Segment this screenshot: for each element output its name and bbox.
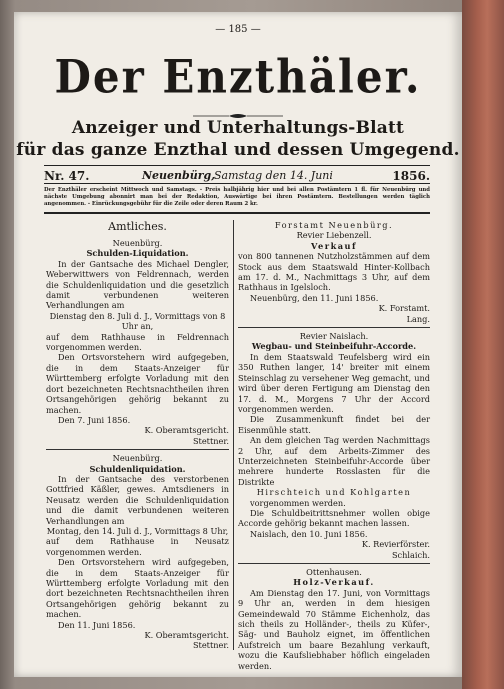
article-head: Forstamt Neuenbürg. [274,220,394,230]
article-paragraph: Den Ortsvorstehern wird aufgegeben, die in dem Staats-Anzeiger für Württemberg erfolgte Vorladung mit den dort bezeichneten Rechtsnachtheilen ihren Ortsangehörigen gehörig bekannt zu machen. [46,352,229,415]
column-divider [233,220,234,650]
issue-date: Samstag den 14. Juni [214,169,333,182]
article-signature: K. Oberamtsgericht. [144,425,229,436]
subscription-notice: Der Enzthäler erscheint Mittwoch und Samstags. - Preis halbjährig hier und bei allen Postämtern 1 fl. für Neuenbürg und nächste Umgebung abonnirt man bei der Redaktion, Auswärtige bei ihren Postämtern. Bestellungen werden täglich angenommen. - Einrückungsgebühr für die Zeile oder deren Raum 2 kr. [44,187,430,207]
article-title: Schuldenliquidation. [89,463,186,474]
article-signature: K. Revierförster. [361,539,430,550]
article-signature-name: Stettner. [192,640,229,651]
article-signature-name: Schlaich. [391,549,430,560]
article-title: Wegbau- und Steinbeifuhr-Accorde. [251,341,417,352]
header-rule-top [44,165,430,166]
article-paragraph: Den Ortsvorstehern wird aufgegeben, die in dem Staats-Anzeiger für Württemberg erfolgte Vorladung mit den dort bezeichneten Rechtsnachtheilen ihren Ortsangehörigen gehörig bekannt zu machen. [46,557,229,620]
article-paragraph: Die Zusammenkunft findet bei der Eisenmühle statt. [238,414,430,435]
article-paragraph: In der Gantsache des verstorbenen Gottfried Käßler, gewes. Amtsdieners in Neusatz werden die Schuldenliquidation und die damit verbundenen weiteren Verhandlungen am [46,473,229,526]
article-signature: K. Forstamt. [378,303,430,314]
article-dated: Den 11. Juni 1856. [58,619,136,630]
article-paragraph: auf dem Rathhause in Neusatz vorgenommen werden. [46,536,229,557]
article-paragraph: An dem gleichen Tag werden Nachmittags 2 Uhr, auf dem Arbeits-Zimmer des Unterzeichneten Steinbeifuhr-Accorde über mehrere hunderte Rosslasten für die Distrikte [238,435,430,487]
article-separator [238,563,430,564]
header-rule-bottom [44,212,430,214]
article-place: Ottenhausen. [306,567,362,577]
article-dated: Naislach, den 10. Juni 1856. [250,528,368,539]
article-dated: Neuenbürg, den 11. Juni 1856. [250,292,379,303]
article-paragraph: In dem Staatswald Teufelsberg wird ein 350 Ruthen langer, 14' breiter mit einem Steinschlag zu versehener Weg gemacht, und wird über deren Fertigung am Dienstag den 17. d. M., Morgens 7 Uhr der Accord vorgenommen werden. [238,351,430,414]
newspaper-page [14,12,462,677]
article-paragraph: auf dem Rathhause in Feldrennach vorgenommen werden. [46,331,229,353]
article-paragraph: von 800 tannenen Nutzholzstämmen auf dem Stock aus dem Staatswald Hinter-Kollbach am 17. d. M., Nachmittags 3 Uhr, auf dem Rathhaus in Igelsloch. [238,251,430,293]
article-emphasis: Hirschteich und Kohlgarten [256,487,412,498]
book-spine [462,0,504,689]
article-signature-name: Lang. [406,313,430,324]
article-title: Schulden-Liquidation. [86,248,189,259]
page-number: — 185 — [215,24,261,35]
article-separator [238,327,430,328]
section-heading: Amtliches. [108,220,167,233]
article-title: Verkauf [310,240,358,251]
issue-number: Nr. 47. [44,169,90,183]
masthead-subtitle-2: für das ganze Enzthal und dessen Umgegend. [16,140,460,160]
article-paragraph: Am Dienstag den 17. Juni, von Vormittags 9 Uhr an, werden in dem hiesigen Gemeindewald 70 Stämme Eichenholz, das sich theils zu Holländer-, theils zu Küfer-, Säg- und Bauholz eignet, im öffentlichen Aufstreich um baare Bezahlung verkauft, wozu die Kaufsliebhaber höflich eingeladen werden. [238,587,430,671]
article-dated: Den 7. Juni 1856. [58,414,131,425]
article-date-line: Montag, den 14. Juli d. J., Vormittags 8 Uhr, [46,525,229,536]
masthead-title: Der Enzthäler. [54,49,422,104]
article-separator [46,449,229,450]
article-paragraph: vorgenommen werden. [250,497,346,508]
article-signature-name: Stettner. [192,435,229,446]
article-subhead: Revier Liebenzell. [296,230,372,241]
article-paragraph: Die Schuldbeitrittsnehmer wollen obige Accorde gehörig bekannt machen lassen. [238,507,430,529]
article-title: Holz-Verkauf. [293,577,375,588]
masthead-subtitle-1: Anzeiger und Unterhaltungs-Blatt [71,118,405,138]
article-head: Revier Naislach. [299,331,369,342]
article-place: Neuenbürg. [112,238,163,248]
article-place: Neuenbürg. [112,453,163,464]
article-date-line: Dienstag den 8. Juli d. J., Vormittags von 8 Uhr an, [49,310,226,332]
article-paragraph: In der Gantsache des Michael Dengler, Weberwittwers von Feldrennach, werden die Schuldenliquidation und die gesetzlich damit verbundenen weiteren Verhandlungen am [46,258,229,311]
article-signature: K. Oberamtsgericht. [144,630,229,641]
issue-place: Neuenbürg, [142,169,216,182]
issue-year: 1856. [392,169,430,183]
header-rule-mid [44,183,430,184]
left-column [46,220,229,651]
right-column [238,220,430,671]
